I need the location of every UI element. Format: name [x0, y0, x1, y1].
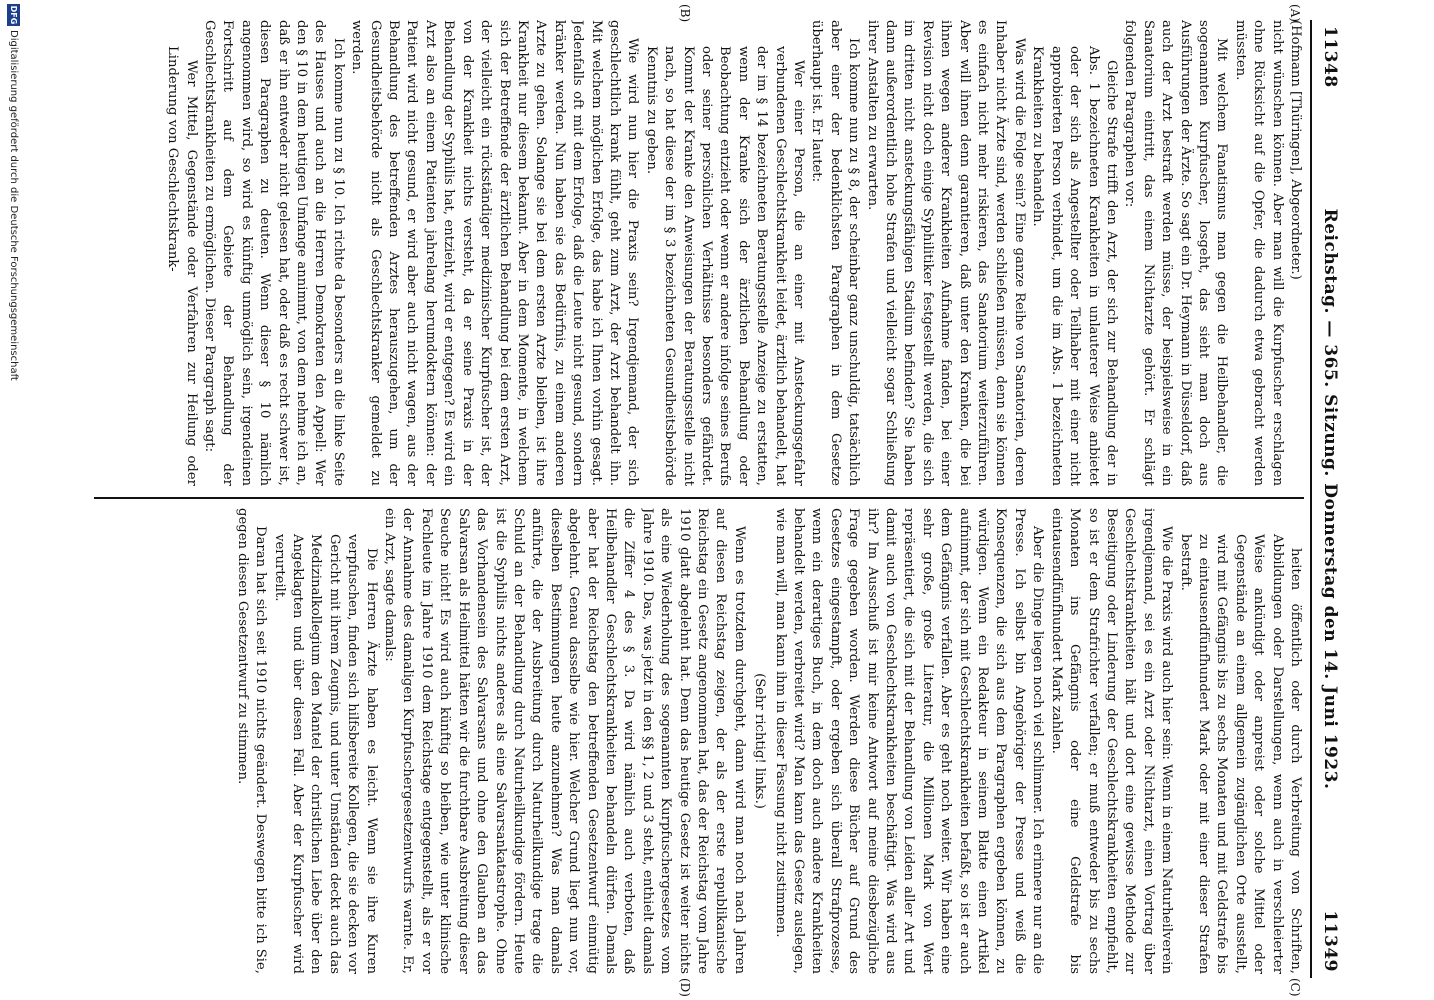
right-column-paragraph: Aber die Dinge liegen noch viel schlimmer. Ich erinnere nur an die Presse. Ich selbst bin Angehöriger der Presse und weiß die Konsequenzen, die sich aus dem Paragraphen ergeben können, zu würdigen. Wenn ein Redakteur in seinem Blatte einen Artikel aufnimmt, der sich mit Geschlechtskrankheiten befaßt, so ist er auch dem Gefängnis verfallen. Aber es geht noch weiter. Wir haben eine sehr große, große Literatur, die Millionen Mark von Wert repräsentiert, die sich mit der Behandlung von Leiden aller Art und damit auch von Geschlechtskrankheiten beschäftigt. Was wird aus ihr? Im Ausschuß ist mir keine Antwort auf meine diesbezügliche Frage gegeben worden. Werden diese Bücher auf Grund des Gesetzes eingestampft, oder ergeben sich überall Strafprozesse, wenn ein derartiges Buch, in dem doch auch andere Krankheiten behandelt werden, verbreitet wird? Man kann das Gesetz auslegen, wie man will, man kann ihm in dieser Fassung nicht zustimmen.	[772, 508, 1046, 974]
left-text-column	[24, 20, 1304, 486]
page-header	[1314, 20, 1342, 978]
left-column-paragraph: Was wird die Folge sein? Eine ganze Reihe von Sanatorien, deren Inhaber nicht Ärzte sind, werden schließen müssen, denn sie können es einfach nicht mehr riskieren, das Sanatorium weiterzuführen. Aber will ihnen denn garantieren, daß unter den Kranken, die bei ihnen wegen anderer Krankheiten Aufnahme fanden, bei einer Revision nicht doch einige Syphilitiker festgestellt werden, die sich im dritten nicht ansteckungsfähigen Stadium befinden? Sie haben dann außerordentlich hohe Strafen und vielleicht sogar Schließung ihrer Anstalten zu erwarten.	[864, 20, 1027, 486]
digitization-footer	[2, 0, 22, 1000]
right-column-paragraph: Die Herren Ärzte haben es leicht. Wenn sie ihre Kuren verpfuschen, finden sich hilfsbereite Kollegen, die sie decken vor Gericht mit ihrem Zeugnis, und unter Umständen deckt auch das Medizinalkollegium den Mantel der christlichen Liebe über den Angeklagten und über diesen Fall. Aber der Kurpfuscher wird verurteilt.	[271, 534, 379, 974]
page-number-right: 11349	[1320, 910, 1340, 972]
left-column-paragraph: Wer Mittel, Gegenstände oder Verfahren zur Heilung oder Linderung von Geschlechtskrank-	[165, 46, 199, 486]
left-column-paragraph: nicht wünschen können. Aber man will die Kurpfuscher erschlagen ohne Rücksicht auf die Opfer, die dadurch etwa gebracht werden müssten.	[1232, 20, 1285, 486]
right-column-paragraph: Wenn es trotzdem durchgeht, dann wird man noch nach Jahren auf diesen Reichstag zeigen, der als der erste republikanische Reichstag ein Gesetz angenommen hat, das der Reichstag vom Jahre 1910 glatt abgelehnt hat. Denn das heutige Gesetz ist weiter nichts als eine Wiederholung des sogenannten Kurpfuschergesetzes vom Jahre 1910. Das, was jetzt in den §§ 1, 2 und 3 steht, enthielt damals die Ziffer 4 des § 3. Da wird nämlich auch verboten, daß Heilbehandler Geschlechtskrankheiten behandeln dürfen. Damals aber hat der Reichstag den betreffenden Gesetzentwurf einmütig abgelehnt. Genau dasselbe wie hier. Welcher Grund liegt nun vor, dieselben Bestimmungen heute anzunehmen? Was man damals anführte, die der Ausbreitung durch Naturheilkundige trage die Schuld an der Behandlung durch Naturheilkundige fördern. Heute ist die Syphilis nichts anderes als eine Salvarsankatastrophe. Ohne das Vorhandensein des Salvarsans und ohne den Glauben an das Salvarsan als Heilmittel hätten wir die furchtbare Ausbreitung dieser Seuche nicht! Es wird auch künftig so bleiben, wie unter klinische Fachleute im Jahre 1910 dem Reichstage entgegenstellt, als er vor der Annahme des damaligen Kurpfuschergesetzentwurfs warnte. Er, ein Arzt, sagte damals:	[382, 508, 747, 974]
funding-note: Digitalisierung gefördert durch die Deutsche Forschungsgemeinschaft	[8, 30, 19, 381]
page-number-left: 11348	[1320, 26, 1340, 88]
right-column-paragraph: heiten öffentlich oder durch Verbreitung von Schriften, Abbildungen oder Darstellungen, wenn auch in verschleierter Weise ankündigt oder anpreist oder solche Mittel oder Gegenstände an einem allgemein zugänglichen Orte ausstellt, wird mit Gefängnis bis zu sechs Monaten und mit Geldstrafe bis zu eintausendfünfhundert Mark oder mit einer dieser Strafen bestraft.	[1177, 534, 1303, 974]
column-divider	[94, 497, 1304, 499]
margin-marker-d: (D)	[678, 978, 692, 997]
document-sheet	[22, 4, 1342, 997]
right-column-paragraph: (Sehr richtig! links.)	[752, 673, 768, 809]
margin-marker-b: (B)	[678, 4, 692, 23]
left-column-paragraph: Gleiche Strafe trifft den Arzt, der sich zur Behandlung der in Abs. 1 bezeichneten Krankheiten in unlauterer Weise anbietet oder der sich als Angestellter oder Teilhaber mit einer nicht approbierten Person verbindet, um die im Abs. 1 bezeichneten Krankheiten zu behandeln.	[1030, 46, 1119, 486]
left-column-paragraph: Wie wird nun hier die Praxis sein? Irgendjemand, der sich geschlechtlich krank fühlt, geht zum Arzt, der Arzt behandelt ihn. Mit welchem möglichen Erfolge, das habe ich Ihnen vorhin gesagt. Jedenfalls oft mit dem Erfolge, daß die Leute nicht gesund, sondern kränker werden. Nun haben sie das Bedürfnis, zu einem anderen Arzte zu gehen. Solange sie bei dem ersten Arzte bleiben, ist ihre Krankheit nur diesem bekannt. Aber in dem Momente, in welchem sich der Betreffende der ärztlichen Behandlung bei dem ersten Arzt, der vielleicht ein rückständiger medizinischer Kurpfuscher ist, der von der Krankheit nichts versteht, da er seine Praxis in der Behandlung der Syphilis hat, entzieht, wird er entgegen? Es wird ein Arzt also an einem Patienten jahrelang herumdoktern können: der Patient wird nicht gesund, er wird aber auch nicht wagen, aus der Behandlung des betreffenden Arztes herauszugehen, um der Gesundheitsbehörde nicht als Geschlechtskranker gemeldet zu werden.	[349, 20, 641, 486]
right-column-paragraph: Wie die Praxis wird auch hier sein: Wenn in einem Naturheilverein irgendjemand, sei es ein Arzt oder Nichtarzt, einen Vortrag über Geschlechtskrankheiten hält und dort eine gewisse Methode zur Beseitigung oder Linderung der Geschlechtskrankheiten empfiehlt, so ist er dem Strafrichter verfallen; er muß entweder bis zu sechs Monaten ins Gefängnis oder eine Geldstrafe bis eintausendfünfhundert Mark zahlen.	[1048, 508, 1175, 974]
margin-marker-c: (C)	[1288, 978, 1302, 997]
left-column-paragraph: (Hofmann [Thüringen], Abgeordneter.)	[1288, 20, 1303, 280]
header-rule	[1310, 20, 1312, 978]
right-text-column	[24, 508, 1304, 974]
margin-marker-a: (A)	[1288, 4, 1302, 23]
right-column-paragraph: Daran hat sich seit 1910 nichts geändert. Deswegen bitte ich Sie, gegen diesen Gesetzentwurf zu stimmen.	[234, 508, 269, 974]
left-column-paragraph: Ich komme nun zu § 8, der scheinbar ganz unschuldig, tatsächlich aber einer der bedenklichsten Paragraphen in dem Gesetze überhaupt ist. Er lautet:	[809, 20, 862, 486]
left-column-paragraph: Mit welchem Fanatismus man gegen die Heilbehandler, die sogenannten Kurpfuscher, losgeht, das sieht man doch aus Ausführungen der Ärzte. So sagt ein Dr. Heymann in Düsseldorf, daß auch der Arzt bestraft werden müsse, der beispielsweise in ein Sanatorium eintritt, das einem Nichtarzte gehört. Er schlägt folgenden Paragraphen vor:	[1122, 20, 1230, 486]
page-title: Reichstag. — 365. Sitzung. Donnerstag den 14. Juni 1923.	[1320, 208, 1340, 790]
left-column-paragraph: Ich komme nun zu § 10. Ich richte da besonders an die linke Seite des Hauses und auch an die Herren Demokraten den Appell: Wer den § 10 in dem heutigen Umfange annimmt, von dem nehme ich an, daß er ihn entweder nicht gelesen hat, oder daß es recht schwer ist, diesen Paragraphen zu deuten. Wenn dieser § 10 nämlich angenommen wird, so wird es künftig unmöglich sein, irgendeinen Fortschritt auf dem Gebiete der Behandlung der Geschlechtskrankheiten zu ermöglichen. Dieser Paragraph sagt:	[202, 20, 346, 486]
dfg-logo: DFG	[9, 5, 18, 25]
left-column-paragraph: Wer einer Person, die an einer mit Ansteckungsgefahr verbundenen Geschlechtskrankheit leidet, ärztlich behandelt, hat der im § 14 bezeichneten Beratungsstelle Anzeige zu erstatten, wenn der Kranke sich der ärztlichen Behandlung oder Beobachtung entzieht oder wenn er andere infolge seines Berufs oder seiner persönlichen Verhältnisse besonders gefährdet. Kommt der Kranke den Anweisungen der Beratungsstelle nicht nach, so hat diese der im § 3 bezeichneten Gesundheitsbehörde Kenntnis zu geben.	[643, 46, 807, 486]
